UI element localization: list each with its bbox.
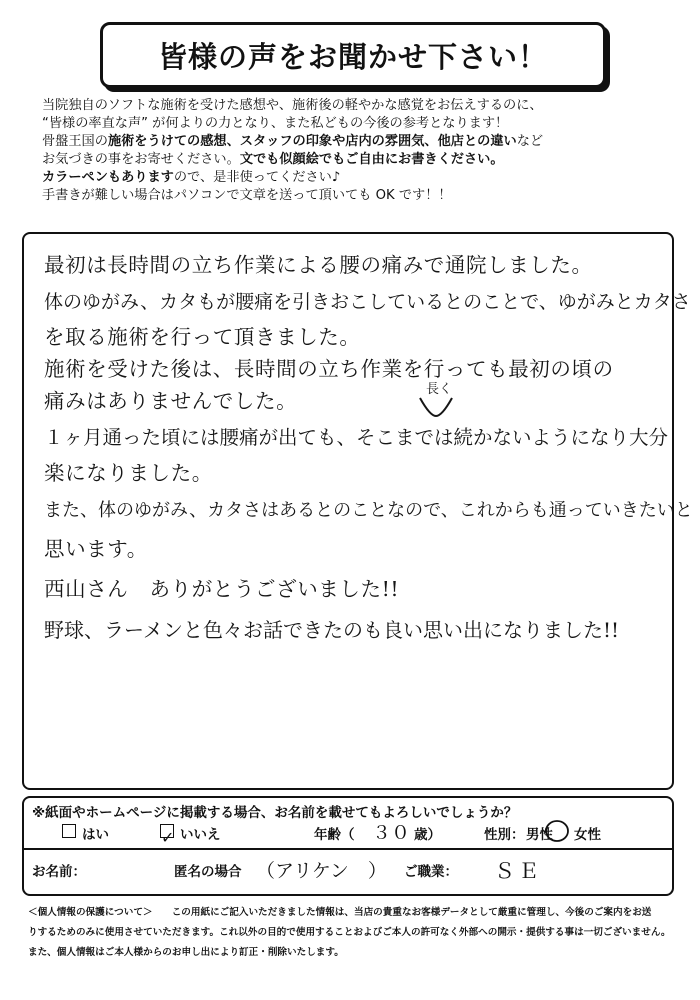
anon-value[interactable]: （アリケン ） [256, 860, 387, 882]
intro-line: カラーペンもありますので、是非使ってください♪ [42, 170, 341, 185]
privacy-notice [28, 903, 678, 963]
comment-line: 西山さん ありがとうございました!! [44, 577, 400, 601]
intro-line: 手書きが難しい場合はパソコンで文章を送って頂いても OK です！！ [42, 188, 452, 203]
comment-line: 楽になりました。 [44, 461, 213, 485]
comment-line: １ヶ月通った頃には腰痛が出ても、そこまでは続かないようになり大分 [44, 426, 669, 449]
insertion-note: 長く [426, 382, 453, 397]
no-checkbox[interactable] [160, 824, 175, 847]
comment-line: 野球、ラーメンと色々お話できたのも良い思い出になりました!! [44, 618, 620, 642]
anon-label: 匿名の場合 [174, 864, 242, 880]
title-banner [100, 22, 606, 88]
permission-form [22, 796, 674, 896]
name-row [24, 854, 672, 894]
intro-line: 骨盤王国の施術をうけての感想、スタッフの印象や店内の雰囲気、他店との違いなど [42, 134, 544, 149]
intro-line: お気づきの事をお寄せください。文でも似顔絵でもご自由にお書きください。 [42, 152, 504, 167]
no-label: いいえ [180, 827, 221, 843]
comment-line: 最初は長時間の立ち作業による腰の痛みで通院しました。 [44, 253, 593, 277]
intro-text [42, 97, 682, 205]
comment-line: 体のゆがみ、カタもが腰痛を引きおこしているとのことで、ゆがみとカタさ [44, 291, 691, 313]
gender-label: 性別： [484, 827, 525, 843]
consent-row [24, 820, 672, 846]
privacy-line: また、個人情報はご本人様からのお申し出により訂正・削除いたします。 [28, 947, 344, 958]
male-circle-mark [544, 819, 570, 843]
insertion-caret [416, 394, 456, 420]
privacy-line: りするためのみに使用させていただきます。これ以外の目的で使用することおよびご本人の許可なく外部への開示・提供する事は一切ございません。 [28, 927, 671, 938]
check-icon: ✓ [161, 828, 175, 847]
comment-line: を取る施術を行って頂きました。 [44, 325, 361, 349]
job-value[interactable]: ＳＥ [494, 859, 542, 883]
comment-area [22, 232, 693, 790]
yes-checkbox[interactable] [62, 824, 76, 838]
comment-line: また、体のゆがみ、カタさはあるとのことなので、これからも通っていきたいと [44, 500, 693, 521]
name-label: お名前： [32, 864, 86, 880]
form-divider [24, 848, 672, 850]
intro-line: 当院独自のソフトな施術を受けた感想や、施術後の軽やかな感覚をお伝えするのに、 [42, 98, 543, 113]
intro-line: “皆様の率直な声” が何よりの力となり、また私どもの今後の参考となります！ [42, 116, 509, 131]
comment-line: 思います。 [44, 537, 148, 561]
job-label: ご職業： [404, 864, 458, 880]
publish-question: ※紙面やホームページに掲載する場合、お名前を載せてもよろしいでしょうか？ [32, 805, 518, 821]
comment-line: 痛みはありませんでした。 [44, 389, 298, 413]
yes-label: はい [82, 827, 109, 843]
age-suffix: 歳） [414, 827, 441, 843]
page-title: 皆様の声をお聞かせ下さい！ [157, 39, 548, 74]
age-value[interactable]: ３０ [372, 822, 411, 844]
comment-line: 施術を受けた後は、長時間の立ち作業を行っても最初の頃の [44, 357, 614, 381]
gender-female[interactable]: 女性 [574, 827, 601, 843]
age-label: 年齢（ [314, 827, 355, 843]
gender-male[interactable]: 男性 [526, 827, 553, 843]
privacy-line: ＜個人情報の保護について＞ この用紙にご記入いただきました情報は、当店の貴重なお客様データとして厳重に管理し、今後のご案内をお送 [28, 907, 652, 918]
